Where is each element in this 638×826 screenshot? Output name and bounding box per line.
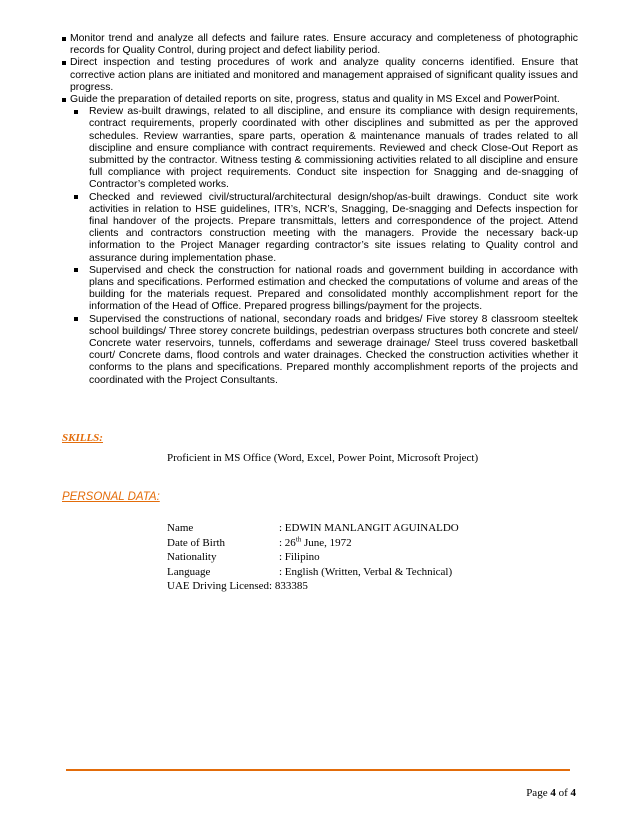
- page-number: [526, 787, 576, 799]
- duty-text: Guide the preparation of detailed reports on site, progress, status and quality in MS Excel and PowerPoint.: [70, 94, 560, 106]
- language-value: : English (Written, Verbal & Technical): [279, 565, 453, 578]
- square-bullet-icon: [62, 98, 66, 102]
- square-bullet-icon: [74, 317, 78, 321]
- license-label: UAE Driving Licensed:: [167, 580, 273, 592]
- square-bullet-icon: [74, 110, 78, 114]
- personal-row-name: [167, 521, 459, 536]
- name-value: : EDWIN MANLANGIT AGUINALDO: [279, 522, 459, 534]
- personal-data-heading: PERSONAL DATA:: [62, 491, 160, 503]
- personal-data-table: [167, 521, 459, 594]
- sub-duty-text: Supervised and check the construction for national roads and government building in accordance with plans and specifications. Performed estimation and checked the computations of volume and areas of the building for the materials request. Prepared and consolidated monthly accomplishment report for the information of the Head of Office. Prepared progress billings/payment for the projects.: [89, 264, 578, 313]
- skills-text: Proficient in MS Office (Word, Excel, Power Point, Microsoft Project): [167, 452, 479, 464]
- sub-duties-container: [62, 106, 578, 387]
- license-value: 833385: [274, 580, 308, 592]
- square-bullet-icon: [74, 195, 78, 199]
- duty-item: [62, 94, 578, 106]
- name-label: Name: [167, 522, 194, 534]
- sub-duty-item: [62, 314, 578, 387]
- dob-ordinal: th: [295, 534, 302, 543]
- language-label: Language: [167, 565, 211, 578]
- duty-item: [62, 33, 578, 57]
- page-total: 4: [570, 787, 576, 799]
- duties-list: [62, 33, 578, 387]
- skills-heading: SKILLS:: [62, 432, 103, 444]
- sub-duty-text: Review as-built drawings, related to all discipline, and ensure its compliance with design requirements, contract requirements, properly coordinated with other disciplines and submitted as per the approved schedules. Review warranties, spare parts, operation & maintenance manuals of trades related to all discipline and ensure compliance with contract requirements. Reviewed and check Close-Out Report as submitted by the contractor. Witness testing & commissioning activities related to all discipline and ensure full compliance with project requirements. Conduct site inspection for Snagging and de-snagging of Contractor’s completed works.: [89, 106, 578, 191]
- sub-duty-item: [62, 192, 578, 265]
- square-bullet-icon: [62, 61, 66, 65]
- personal-row-language: [167, 565, 453, 580]
- nationality-label: Nationality: [167, 551, 217, 563]
- sub-duty-item: [62, 265, 578, 314]
- duty-text: Direct inspection and testing procedures of work and analyze quality concerns identified. Ensure that corrective action plans are initiated and monitored and management appraised of significant quality issues and progress.: [70, 57, 578, 93]
- personal-row-license: [167, 579, 308, 594]
- footer-divider: [66, 769, 570, 771]
- page-word: Page: [526, 787, 548, 799]
- dob-day: : 26: [279, 536, 296, 549]
- page-of: of: [558, 787, 568, 799]
- dob-label: Date of Birth: [167, 536, 226, 549]
- square-bullet-icon: [74, 268, 78, 272]
- dob-value: [279, 536, 352, 551]
- nationality-value: : Filipino: [279, 551, 320, 563]
- sub-duty-text: Checked and reviewed civil/structural/architectural design/shop/as-built drawings. Conduct site work activities in relation to HSE guidelines, ITR’s, NCR’s, Snagging, De-snagging and Defects inspection for final handover of the projects. Prepare transmittals, letters and correspondence of the project. Attend clients and contractors construction meeting with the managers. Provide the necessary back-up information to the Project Manager regarding contractor’s site issues relating to Quality control and assurance during implementation phase.: [89, 191, 578, 264]
- dob-rest: June, 1972: [301, 536, 352, 549]
- sub-duty-text: Supervised the constructions of national, secondary roads and bridges/ Five storey 8 classroom steeltek school buildings/ Three storey concrete buildings, pedestrian overpass structures both concrete and steel/ Concrete water reservoirs, tunnels, cofferdams and sewerage drainage/ Steel truss covered basketball court/ Concrete dams, flood controls and water drainages. Checked the construction activities whether it conforms to the plans and specifications. Prepared monthly accomplishment reports of the projects and coordinated with the Project Consultants.: [89, 313, 578, 386]
- sub-duties-list: [62, 106, 578, 387]
- duty-item: [62, 57, 578, 94]
- personal-row-nationality: [167, 550, 320, 565]
- page-current: 4: [550, 787, 556, 799]
- personal-row-dob: [167, 534, 352, 551]
- duty-text: Monitor trend and analyze all defects and failure rates. Ensure accuracy and completeness of photographic records for Quality Control, during project and defect liability period.: [70, 33, 578, 57]
- sub-duty-item: [62, 106, 578, 191]
- square-bullet-icon: [62, 37, 66, 41]
